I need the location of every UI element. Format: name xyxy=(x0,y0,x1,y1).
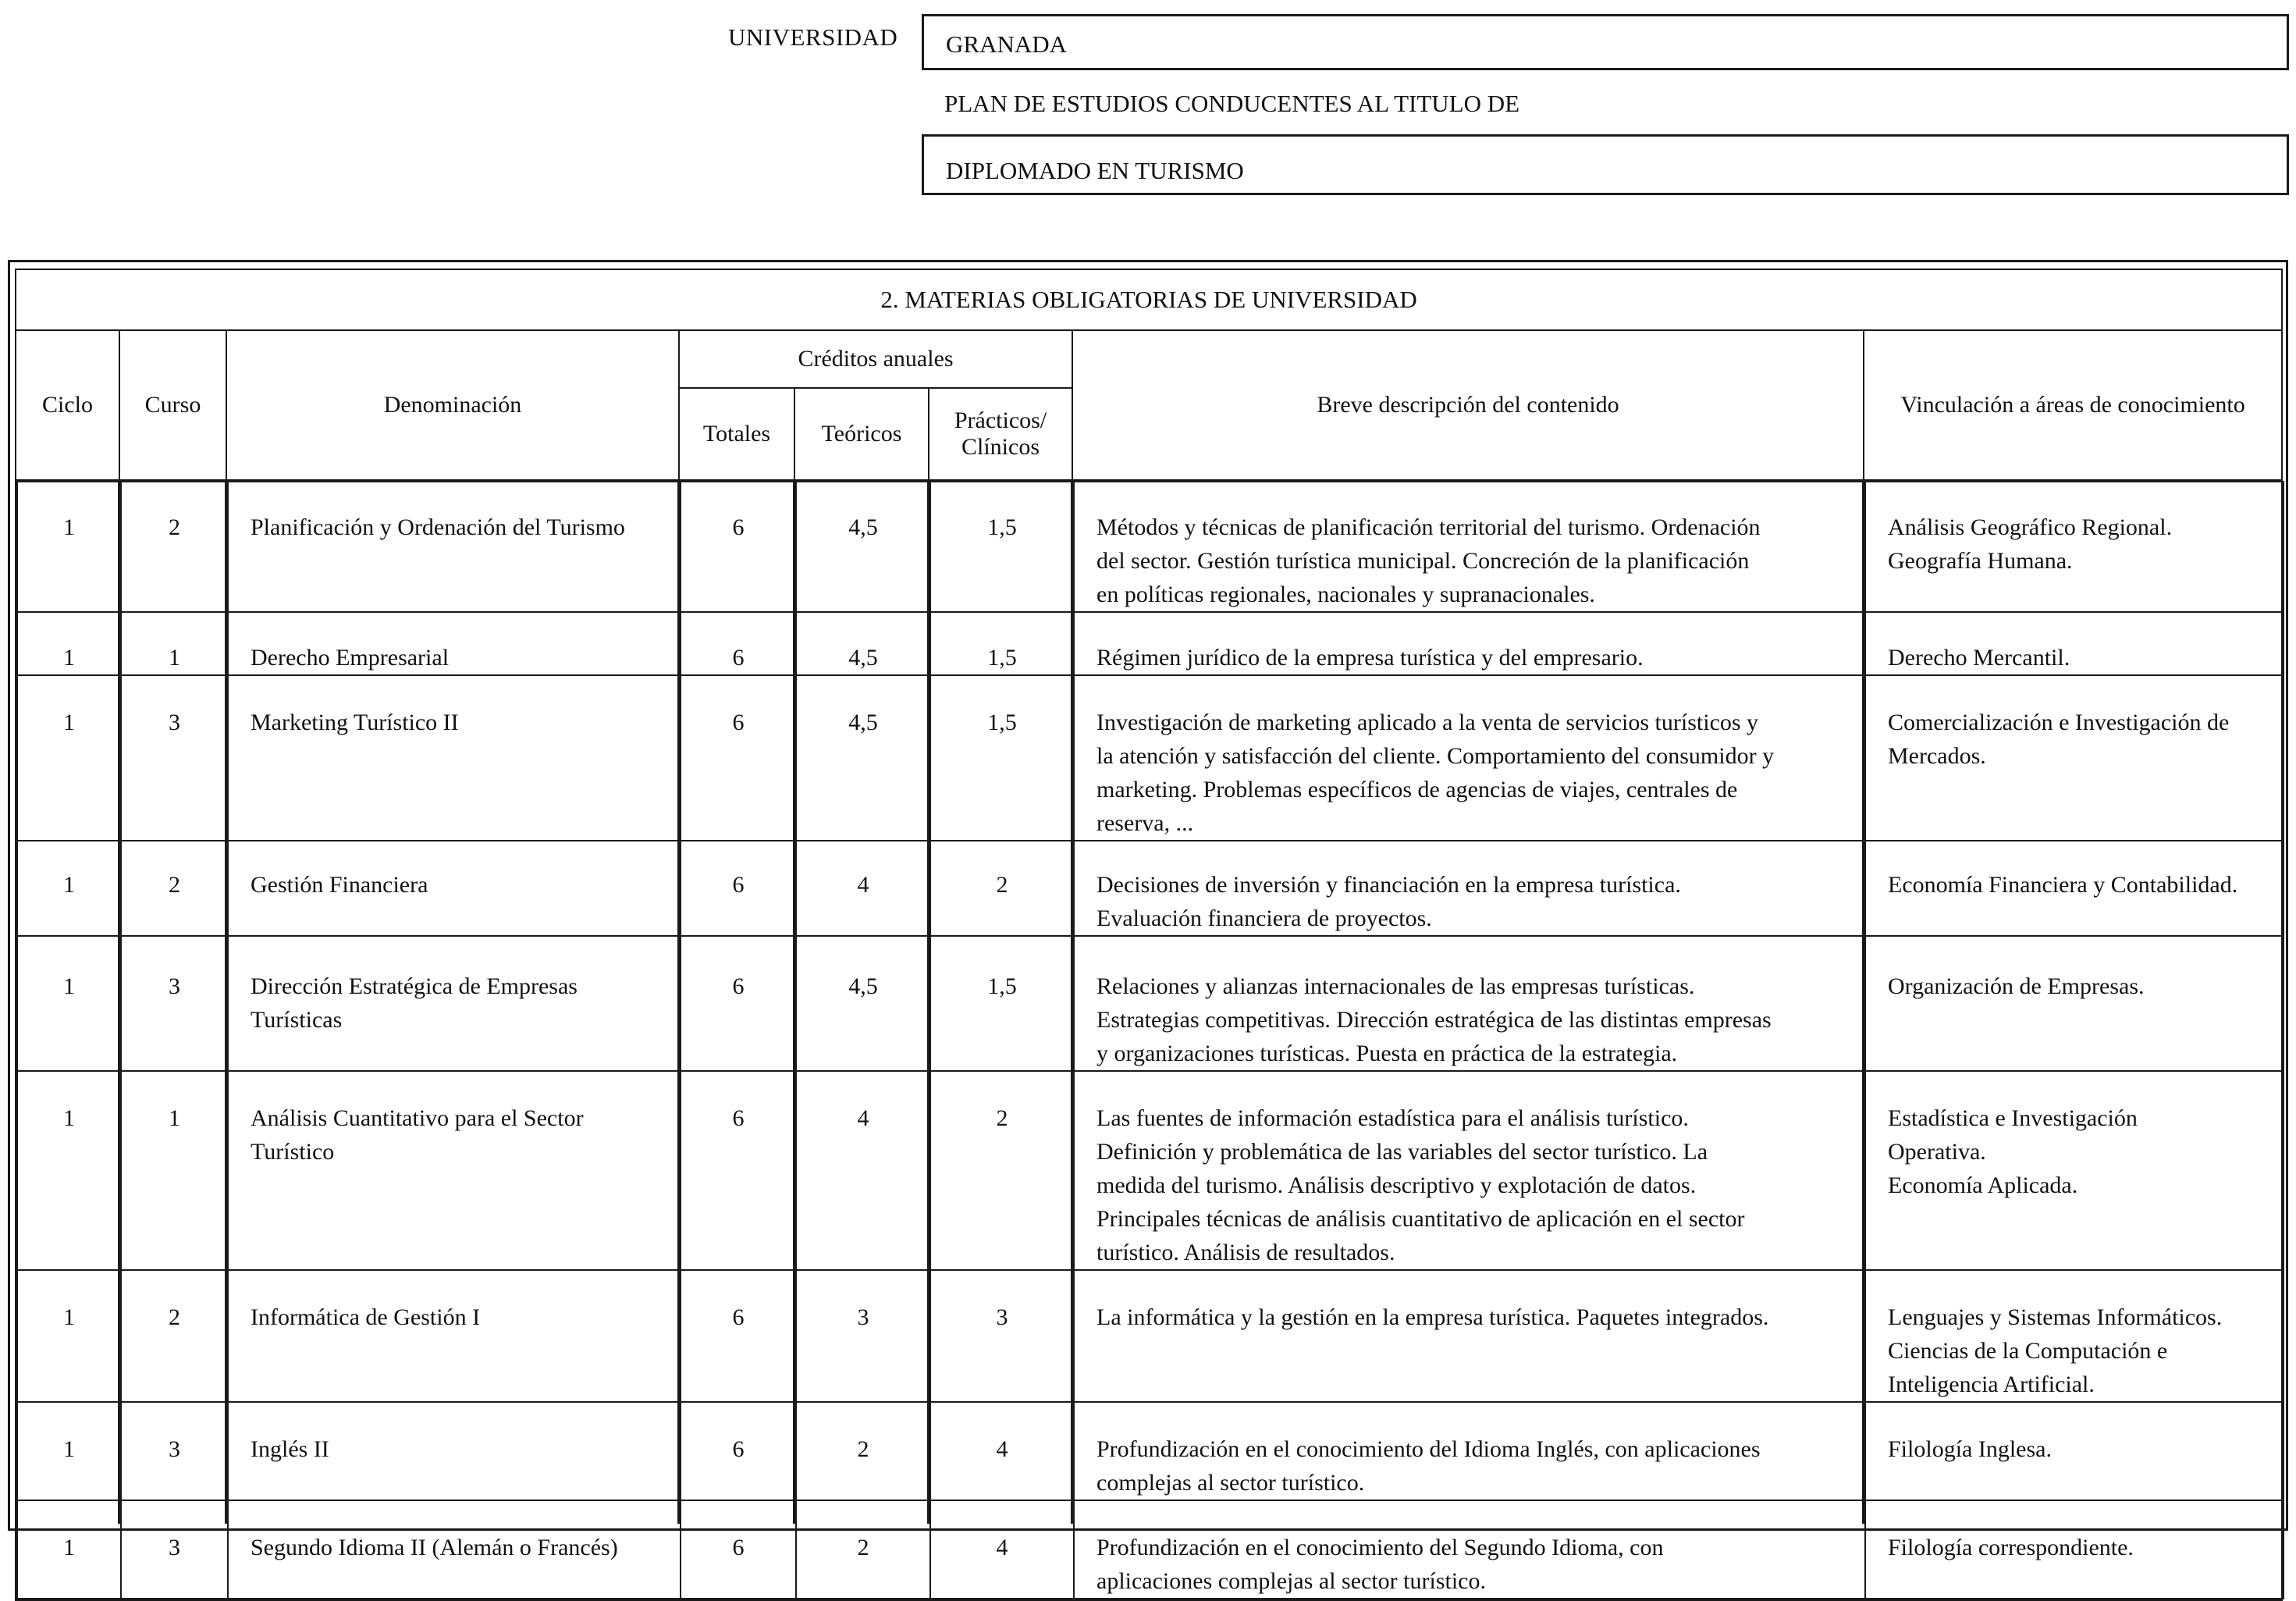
cell-vinculacion xyxy=(1865,936,2284,1071)
cell-curso: 3 xyxy=(121,675,228,841)
header-vinculacion: Vinculación a áreas de conocimiento xyxy=(1864,330,2282,480)
cell-ciclo: 1 xyxy=(17,1500,121,1599)
column-divider xyxy=(1862,480,1864,1524)
header-teoricos: Teóricos xyxy=(794,388,929,480)
cell-descripcion-line: Estrategias competitivas. Dirección estratégica de las distintas empresas xyxy=(1096,1007,1772,1033)
header-practicos xyxy=(929,388,1072,480)
cell-teoricos: 2 xyxy=(796,1402,930,1500)
cell-teoricos: 4,5 xyxy=(796,675,930,841)
cell-curso: 1 xyxy=(121,1071,228,1270)
cell-ciclo: 1 xyxy=(17,1270,121,1402)
cell-curso: 2 xyxy=(121,1270,228,1402)
cell-practicos: 1,5 xyxy=(930,612,1074,675)
header-curso: Curso xyxy=(119,330,226,480)
cell-denominacion-line: Segundo Idioma II (Alemán o Francés) xyxy=(251,1535,618,1560)
cell-denominacion-line: Turísticas xyxy=(251,1007,343,1033)
cell-vinculacion-line: Ciencias de la Computación e xyxy=(1888,1338,2168,1364)
cell-descripcion-line: y organizaciones turísticas. Puesta en práctica de la estrategia. xyxy=(1096,1041,1678,1066)
cell-totales: 6 xyxy=(681,1402,796,1500)
cell-denominacion-line: Planificación y Ordenación del Turismo xyxy=(251,514,625,540)
column-divider xyxy=(118,480,120,1524)
table-title: 2. MATERIAS OBLIGATORIAS DE UNIVERSIDAD xyxy=(16,269,2282,330)
table-row xyxy=(17,1270,2284,1402)
cell-descripcion xyxy=(1074,612,1865,675)
cell-practicos: 1,5 xyxy=(930,482,1074,612)
cell-vinculacion xyxy=(1865,482,2284,612)
cell-descripcion-line: Decisiones de inversión y financiación en la empresa turística. xyxy=(1096,872,1681,898)
cell-ciclo: 1 xyxy=(17,482,121,612)
header-totales: Totales xyxy=(679,388,794,480)
cell-descripcion xyxy=(1074,1402,1865,1500)
header-denominacion: Denominación xyxy=(226,330,679,480)
table-row xyxy=(17,1071,2284,1270)
cell-descripcion xyxy=(1074,1500,1865,1599)
header-practicos-line1: Prácticos/ xyxy=(954,407,1047,433)
cell-teoricos: 4 xyxy=(796,841,930,936)
cell-curso: 3 xyxy=(121,936,228,1071)
cell-denominacion-line: Marketing Turístico II xyxy=(251,710,459,735)
cell-vinculacion-line: Organización de Empresas. xyxy=(1888,973,2145,999)
cell-practicos: 1,5 xyxy=(930,675,1074,841)
cell-denominacion xyxy=(228,675,681,841)
cell-ciclo: 1 xyxy=(17,936,121,1071)
cell-curso: 3 xyxy=(121,1500,228,1599)
cell-ciclo: 1 xyxy=(17,612,121,675)
universidad-field xyxy=(922,14,2289,70)
cell-denominacion xyxy=(228,1270,681,1402)
cell-teoricos: 4,5 xyxy=(796,482,930,612)
cell-totales: 6 xyxy=(681,1500,796,1599)
cell-totales: 6 xyxy=(681,936,796,1071)
cell-ciclo: 1 xyxy=(17,1071,121,1270)
table-row xyxy=(17,675,2284,841)
cell-ciclo: 1 xyxy=(17,1402,121,1500)
cell-descripcion xyxy=(1074,1270,1865,1402)
cell-descripcion xyxy=(1074,675,1865,841)
cell-denominacion-line: Gestión Financiera xyxy=(251,872,428,898)
cell-descripcion-line: en políticas regionales, nacionales y supranacionales. xyxy=(1096,582,1595,607)
cell-vinculacion-line: Geografía Humana. xyxy=(1888,548,2073,574)
cell-descripcion-line: Las fuentes de información estadística para el análisis turístico. xyxy=(1096,1105,1689,1131)
cell-denominacion xyxy=(228,936,681,1071)
cell-denominacion xyxy=(228,1402,681,1500)
cell-totales: 6 xyxy=(681,1270,796,1402)
cell-curso: 2 xyxy=(121,841,228,936)
plan-label: PLAN DE ESTUDIOS CONDUCENTES AL TITULO DE xyxy=(944,90,1520,117)
titulo-value: DIPLOMADO EN TURISMO xyxy=(946,157,1244,184)
column-divider xyxy=(927,480,929,1524)
header-ciclo: Ciclo xyxy=(16,330,119,480)
cell-denominacion xyxy=(228,1500,681,1599)
cell-teoricos: 4,5 xyxy=(796,612,930,675)
cell-totales: 6 xyxy=(681,675,796,841)
cell-teoricos: 4,5 xyxy=(796,936,930,1071)
cell-descripcion xyxy=(1074,1071,1865,1270)
cell-vinculacion xyxy=(1865,1402,2284,1500)
table-row xyxy=(17,841,2284,936)
cell-vinculacion xyxy=(1865,675,2284,841)
cell-practicos: 2 xyxy=(930,1071,1074,1270)
cell-denominacion xyxy=(228,841,681,936)
cell-descripcion-line: reserva, ... xyxy=(1096,810,1194,836)
header-practicos-line2: Clínicos xyxy=(961,434,1040,460)
cell-descripcion-line: del sector. Gestión turística municipal. Concreción de la planificación xyxy=(1096,548,1750,574)
cell-descripcion xyxy=(1074,482,1865,612)
cell-practicos: 4 xyxy=(930,1500,1074,1599)
cell-descripcion-line: Régimen jurídico de la empresa turística y del empresario. xyxy=(1096,645,1644,671)
cell-ciclo: 1 xyxy=(17,675,121,841)
cell-vinculacion xyxy=(1865,1500,2284,1599)
cell-descripcion-line: Principales técnicas de análisis cuantitativo de aplicación en el sector xyxy=(1096,1206,1745,1232)
cell-descripcion-line: Definición y problemática de las variables del sector turístico. La xyxy=(1096,1139,1708,1165)
cell-descripcion-line: la atención y satisfacción del cliente. Comportamiento del consumidor y xyxy=(1096,743,1775,769)
table-row xyxy=(17,482,2284,612)
cell-practicos: 3 xyxy=(930,1270,1074,1402)
cell-descripcion-line: Evaluación financiera de proyectos. xyxy=(1096,905,1432,931)
column-divider xyxy=(225,480,227,1524)
cell-denominacion xyxy=(228,1071,681,1270)
cell-descripcion-line: Profundización en el conocimiento del Idioma Inglés, con aplicaciones xyxy=(1096,1436,1761,1462)
cell-descripcion-line: aplicaciones complejas al sector turístico. xyxy=(1096,1568,1486,1594)
header-creditos-anuales: Créditos anuales xyxy=(679,330,1072,388)
cell-descripcion-line: Métodos y técnicas de planificación territorial del turismo. Ordenación xyxy=(1096,514,1761,540)
universidad-value: GRANADA xyxy=(946,30,1067,58)
cell-vinculacion-line: Economía Financiera y Contabilidad. xyxy=(1888,872,2238,898)
cell-vinculacion-line: Lenguajes y Sistemas Informáticos. xyxy=(1888,1304,2223,1330)
cell-vinculacion xyxy=(1865,1071,2284,1270)
cell-practicos: 1,5 xyxy=(930,936,1074,1071)
cell-descripcion-line: complejas al sector turístico. xyxy=(1096,1470,1365,1496)
cell-vinculacion-line: Derecho Mercantil. xyxy=(1888,645,2070,671)
cell-curso: 2 xyxy=(121,482,228,612)
cell-vinculacion-line: Estadística e Investigación xyxy=(1888,1105,2138,1131)
universidad-label: UNIVERSIDAD xyxy=(728,23,898,51)
cell-descripcion xyxy=(1074,841,1865,936)
titulo-field xyxy=(922,134,2289,195)
column-divider xyxy=(1071,480,1073,1524)
cell-totales: 6 xyxy=(681,612,796,675)
cell-vinculacion-line: Filología correspondiente. xyxy=(1888,1535,2134,1560)
column-divider xyxy=(677,480,680,1524)
cell-vinculacion xyxy=(1865,612,2284,675)
cell-vinculacion-line: Análisis Geográfico Regional. xyxy=(1888,514,2173,540)
cell-vinculacion-line: Mercados. xyxy=(1888,743,1986,769)
cell-descripcion-line: Relaciones y alianzas internacionales de las empresas turísticas. xyxy=(1096,973,1695,999)
cell-vinculacion-line: Operativa. xyxy=(1888,1139,1986,1165)
cell-descripcion-line: Investigación de marketing aplicado a la venta de servicios turísticos y xyxy=(1096,710,1759,735)
cell-practicos: 4 xyxy=(930,1402,1074,1500)
cell-denominacion xyxy=(228,482,681,612)
cell-descripcion xyxy=(1074,936,1865,1071)
table-row xyxy=(17,612,2284,675)
column-divider xyxy=(793,480,795,1524)
table-body-cell xyxy=(16,480,2282,1600)
table-row xyxy=(17,1500,2284,1599)
cell-descripcion-line: marketing. Problemas específicos de agencias de viajes, centrales de xyxy=(1096,777,1738,802)
cell-teoricos: 3 xyxy=(796,1270,930,1402)
cell-teoricos: 2 xyxy=(796,1500,930,1599)
cell-vinculacion-line: Economía Aplicada. xyxy=(1888,1172,2078,1198)
cell-denominacion-line: Turístico xyxy=(251,1139,335,1165)
cell-denominacion xyxy=(228,612,681,675)
cell-vinculacion xyxy=(1865,841,2284,936)
cell-descripcion-line: medida del turismo. Análisis descriptivo y explotación de datos. xyxy=(1096,1172,1697,1198)
cell-vinculacion xyxy=(1865,1270,2284,1402)
cell-ciclo: 1 xyxy=(17,841,121,936)
cell-curso: 1 xyxy=(121,612,228,675)
cell-denominacion-line: Análisis Cuantitativo para el Sector xyxy=(251,1105,584,1131)
cell-denominacion-line: Informática de Gestión I xyxy=(251,1304,481,1330)
cell-practicos: 2 xyxy=(930,841,1074,936)
cell-totales: 6 xyxy=(681,841,796,936)
cell-curso: 3 xyxy=(121,1402,228,1500)
cell-descripcion-line: La informática y la gestión en la empresa turística. Paquetes integrados. xyxy=(1096,1304,1769,1330)
cell-teoricos: 4 xyxy=(796,1071,930,1270)
table-body xyxy=(16,481,2284,1599)
table-row xyxy=(17,1402,2284,1500)
table-row xyxy=(17,936,2284,1071)
cell-denominacion-line: Inglés II xyxy=(251,1436,329,1462)
cell-vinculacion-line: Inteligencia Artificial. xyxy=(1888,1372,2095,1397)
cell-descripcion-line: Profundización en el conocimiento del Segundo Idioma, con xyxy=(1096,1535,1664,1560)
header-descripcion: Breve descripción del contenido xyxy=(1072,330,1864,480)
cell-denominacion-line: Derecho Empresarial xyxy=(251,645,450,671)
cell-vinculacion-line: Comercialización e Investigación de xyxy=(1888,710,2230,735)
cell-vinculacion-line: Filología Inglesa. xyxy=(1888,1436,2052,1462)
cell-denominacion-line: Dirección Estratégica de Empresas xyxy=(251,973,578,999)
cell-descripcion-line: turístico. Análisis de resultados. xyxy=(1096,1240,1395,1265)
cell-totales: 6 xyxy=(681,1071,796,1270)
cell-totales: 6 xyxy=(681,482,796,612)
materias-table xyxy=(15,269,2283,1601)
